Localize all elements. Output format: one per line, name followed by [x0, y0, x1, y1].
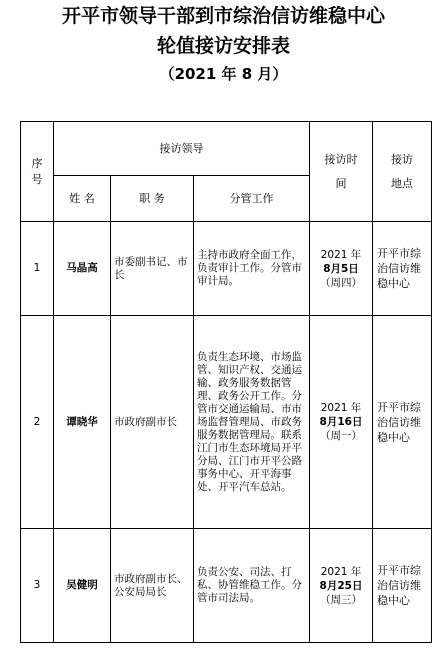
document-period: （2021 年 8 月）	[159, 65, 288, 83]
row-weekday: （周一）	[320, 430, 362, 442]
header-leader-group: 接访领导	[54, 122, 310, 176]
row-name: 马晶高	[54, 222, 111, 316]
header-name: 姓 名	[54, 176, 111, 222]
row-year: 2021 年	[320, 248, 362, 261]
table-row	[21, 222, 432, 316]
row-date: 8月16日	[319, 416, 363, 428]
table-row	[21, 316, 432, 529]
row-name: 谭晓华	[54, 316, 111, 529]
row-time	[310, 529, 373, 643]
reception-schedule-table	[20, 121, 432, 643]
row-duties: 主持市政府全面工作，负责审计工作。分管市审计局。	[194, 222, 310, 316]
header-duties: 分管工作	[194, 176, 310, 222]
row-year: 2021 年	[320, 402, 362, 414]
row-position: 市政府副市长	[111, 316, 194, 529]
header-time: 接访时间	[310, 122, 373, 222]
document-title: 开平市领导干部到市综治信访维稳中心	[61, 5, 385, 27]
row-place: 开平市综治信访维稳中心	[373, 316, 432, 529]
row-duties: 负责生态环境、市场监管、知识产权、交通运输、政务服务数据管理、政务公开工作。分管市交通运输局、市市场监督管理局、市政务服务数据管理局。联系江门市生态环境局开平分局、江门市开平公路事务中心、开平海事处、开平汽车总站。	[194, 316, 310, 529]
header-position: 职 务	[111, 176, 194, 222]
document-subtitle: 轮值接访安排表	[156, 35, 290, 57]
row-position: 市政府副市长、公安局局长	[111, 529, 194, 643]
table-row	[21, 529, 432, 643]
row-date: 8月5日	[323, 262, 359, 275]
header-seq: 序号	[21, 122, 54, 222]
row-position: 市委副书记、市长	[111, 222, 194, 316]
row-date: 8月25日	[319, 579, 363, 592]
row-time	[310, 316, 373, 529]
row-seq: 1	[21, 222, 54, 316]
row-duties: 负责公安、司法、打私、协管维稳工作。分管市司法局。	[194, 529, 310, 643]
row-place: 开平市综治信访维稳中心	[373, 222, 432, 316]
row-weekday: （周四）	[320, 276, 362, 289]
header-place: 接访地点	[373, 122, 432, 222]
row-seq: 3	[21, 529, 54, 643]
row-place: 开平市综治信访维稳中心	[373, 529, 432, 643]
row-year: 2021 年	[320, 565, 362, 578]
row-name: 吴健明	[54, 529, 111, 643]
row-time	[310, 222, 373, 316]
row-weekday: （周三）	[320, 593, 362, 606]
row-seq: 2	[21, 316, 54, 529]
